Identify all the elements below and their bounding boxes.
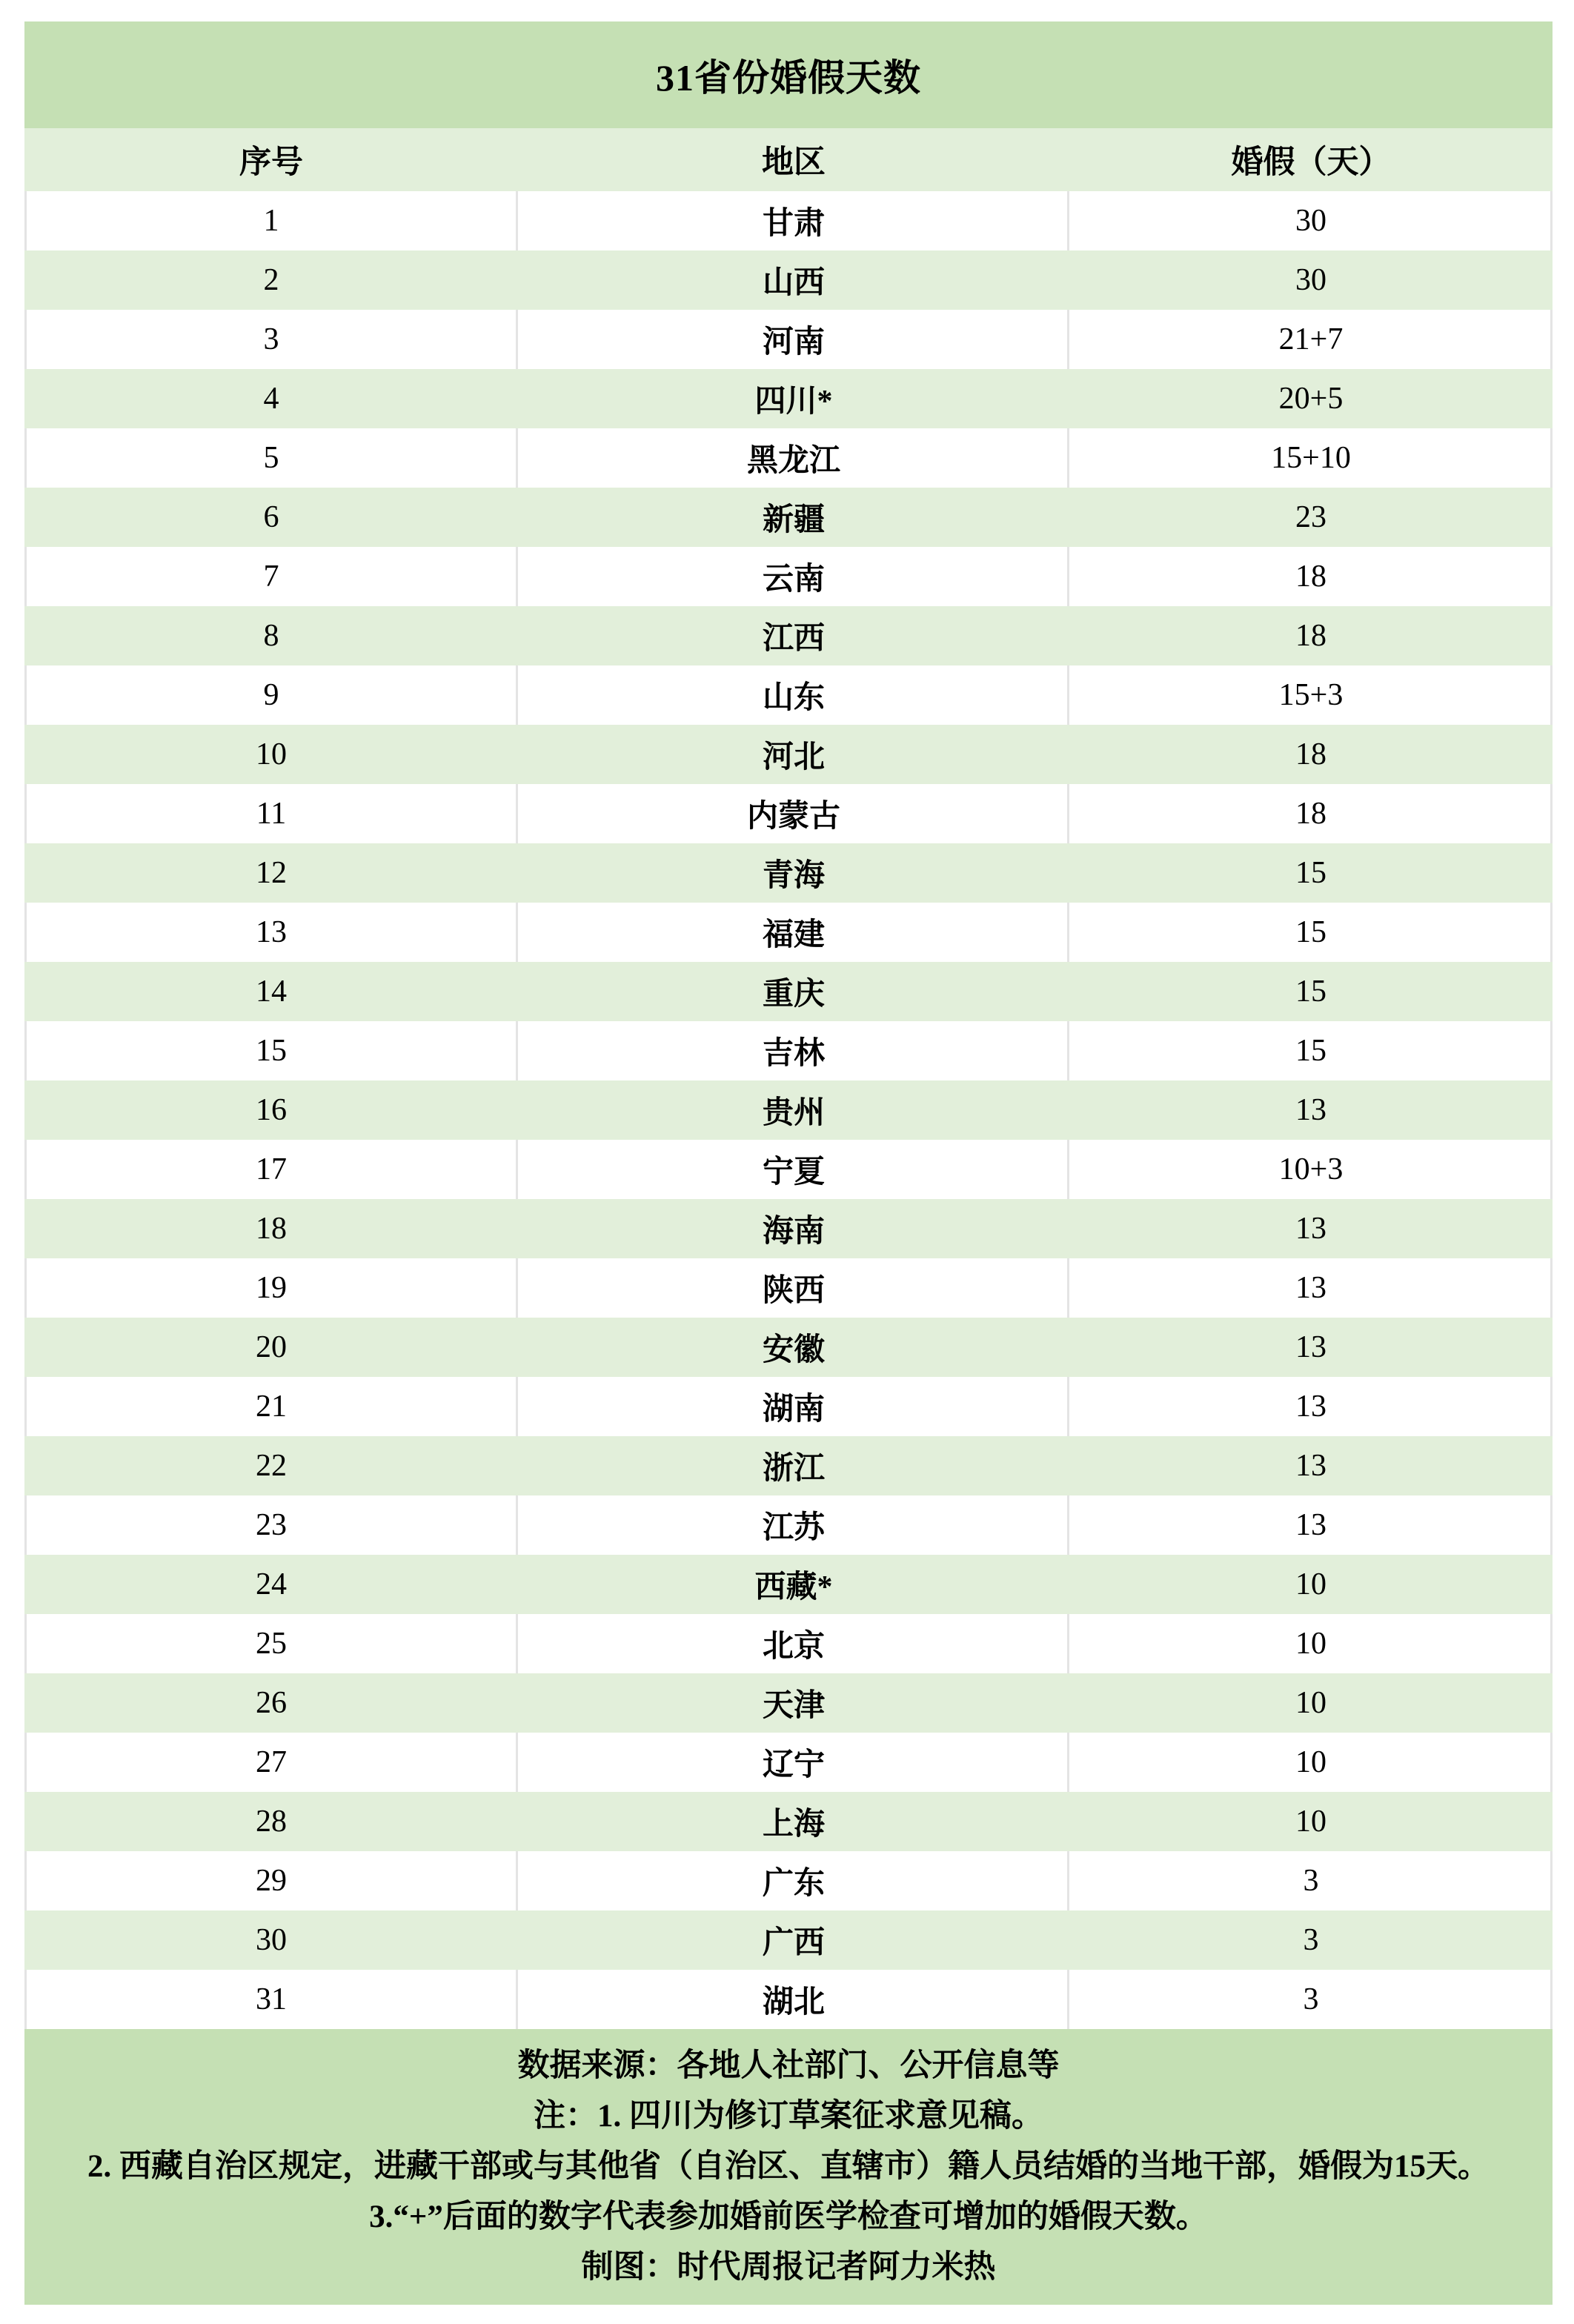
cell-index: 29 [24,1851,518,1910]
table-body [24,191,1553,2029]
cell-index: 23 [24,1495,518,1555]
cell-days: 23 [1295,500,1326,534]
cell-days: 20+5 [1278,382,1344,416]
table-row [24,903,1553,962]
cell-days: 13 [1295,1330,1326,1364]
cell-region: 江苏 [518,1495,1069,1555]
table-row [24,250,1553,310]
cell-index: 17 [24,1140,518,1199]
cell-index: 10 [256,737,287,771]
table-row [24,1555,1553,1614]
cell-region: 江西 [762,622,825,656]
table-row [24,369,1553,428]
cell-region: 重庆 [762,977,825,1012]
cell-days: 10 [1295,1805,1326,1839]
cell-index: 25 [24,1614,518,1673]
cell-days: 21+7 [1069,310,1553,369]
table-row [24,1851,1553,1910]
cell-days: 10 [1295,1567,1326,1601]
cell-days: 18 [1069,784,1553,843]
table-row [24,1140,1553,1199]
footnote-1: 注：1. 四川为修订草案征求意见稿。 [534,2099,1043,2134]
table-row [24,547,1553,606]
cell-days: 3 [1069,1851,1553,1910]
cell-days: 13 [1069,1377,1553,1436]
table-row [24,1910,1553,1970]
cell-index: 5 [24,428,518,488]
table-row [24,1733,1553,1792]
table-row [24,1495,1553,1555]
cell-index: 2 [263,263,279,297]
table-row [24,606,1553,665]
cell-days: 15 [1069,1021,1553,1080]
cell-region: 新疆 [762,503,825,537]
cell-days: 30 [1295,263,1326,297]
cell-days: 15 [1295,975,1326,1009]
table-title-band [24,21,1553,128]
cell-region: 青海 [762,859,825,893]
cell-days: 10 [1295,1686,1326,1720]
cell-region: 宁夏 [518,1140,1069,1199]
credit-note: 制图：时代周报记者阿力米热 [581,2250,996,2285]
cell-region: 河南 [518,310,1069,369]
cell-region: 贵州 [762,1096,825,1130]
table-row [24,725,1553,784]
cell-region: 湖南 [518,1377,1069,1436]
cell-index: 16 [256,1093,287,1127]
cell-region: 广东 [518,1851,1069,1910]
cell-index: 14 [256,975,287,1009]
cell-region: 浙江 [762,1452,825,1486]
cell-region: 福建 [518,903,1069,962]
cell-days: 15+3 [1069,665,1553,725]
column-header-region: 地区 [762,145,826,180]
cell-days: 13 [1069,1495,1553,1555]
cell-index: 6 [263,500,279,534]
table-row [24,428,1553,488]
cell-index: 15 [24,1021,518,1080]
cell-region: 湖北 [518,1970,1069,2029]
cell-index: 1 [24,191,518,250]
cell-index: 18 [256,1212,287,1246]
cell-days: 13 [1069,1258,1553,1318]
cell-region: 辽宁 [518,1733,1069,1792]
cell-index: 7 [24,547,518,606]
cell-days: 30 [1069,191,1553,250]
cell-region: 海南 [762,1215,825,1249]
cell-days: 13 [1295,1093,1326,1127]
cell-days: 15 [1295,856,1326,890]
cell-index: 4 [263,382,279,416]
table-row [24,1318,1553,1377]
cell-region: 西藏* [754,1570,833,1604]
cell-region: 甘肃 [518,191,1069,250]
cell-region: 山西 [762,266,825,300]
cell-index: 26 [256,1686,287,1720]
table-row [24,191,1553,250]
table-row [24,1258,1553,1318]
cell-days: 15 [1069,903,1553,962]
cell-days: 3 [1069,1970,1553,2029]
table-row [24,1970,1553,2029]
cell-index: 13 [24,903,518,962]
table-row [24,843,1553,903]
cell-region: 北京 [518,1614,1069,1673]
cell-index: 8 [263,619,279,653]
table-row [24,1436,1553,1495]
cell-index: 19 [24,1258,518,1318]
cell-index: 27 [24,1733,518,1792]
cell-days: 10 [1069,1614,1553,1673]
cell-region: 云南 [518,547,1069,606]
table-row [24,1199,1553,1258]
cell-region: 山东 [518,665,1069,725]
table-row [24,1021,1553,1080]
cell-index: 9 [24,665,518,725]
cell-index: 20 [256,1330,287,1364]
cell-days: 18 [1295,619,1326,653]
cell-region: 天津 [762,1689,825,1723]
cell-days: 3 [1303,1923,1319,1957]
table-row [24,1080,1553,1140]
table-header-row [24,128,1553,191]
cell-index: 11 [24,784,518,843]
cell-index: 24 [256,1567,287,1601]
marriage-leave-table [24,21,1553,2305]
cell-index: 21 [24,1377,518,1436]
cell-days: 15+10 [1069,428,1553,488]
cell-region: 河北 [762,740,825,774]
cell-days: 10 [1069,1733,1553,1792]
table-row [24,1614,1553,1673]
table-row [24,784,1553,843]
cell-days: 10+3 [1069,1140,1553,1199]
cell-index: 12 [256,856,287,890]
cell-region: 黑龙江 [518,428,1069,488]
cell-region: 内蒙古 [518,784,1069,843]
column-header-index: 序号 [239,145,303,180]
footnote-3: 3.“+”后面的数字代表参加婚前医学检查可增加的婚假天数。 [369,2200,1208,2234]
table-row [24,665,1553,725]
cell-region: 上海 [762,1807,825,1842]
table-row [24,962,1553,1021]
table-row [24,310,1553,369]
column-header-days: 婚假（天） [1231,145,1391,180]
table-row [24,1377,1553,1436]
cell-region: 四川* [754,385,833,419]
table-title: 31省份婚假天数 [656,57,921,99]
cell-index: 31 [24,1970,518,2029]
cell-days: 13 [1295,1212,1326,1246]
cell-index: 22 [256,1449,287,1483]
table-row [24,488,1553,547]
table-footer [24,2029,1553,2305]
cell-region: 陕西 [518,1258,1069,1318]
table-row [24,1673,1553,1733]
cell-days: 18 [1295,737,1326,771]
cell-region: 安徽 [762,1333,825,1367]
cell-days: 18 [1069,547,1553,606]
cell-index: 3 [24,310,518,369]
cell-region: 广西 [762,1926,825,1960]
cell-days: 13 [1295,1449,1326,1483]
cell-index: 30 [256,1923,287,1957]
footnote-2: 2. 西藏自治区规定，进藏干部或与其他省（自治区、直辖市）籍人员结婚的当地干部，婚假为15天。 [87,2149,1490,2184]
cell-region: 吉林 [518,1021,1069,1080]
cell-index: 28 [256,1805,287,1839]
data-source-note: 数据来源：各地人社部门、公开信息等 [517,2048,1060,2083]
table-row [24,1792,1553,1851]
